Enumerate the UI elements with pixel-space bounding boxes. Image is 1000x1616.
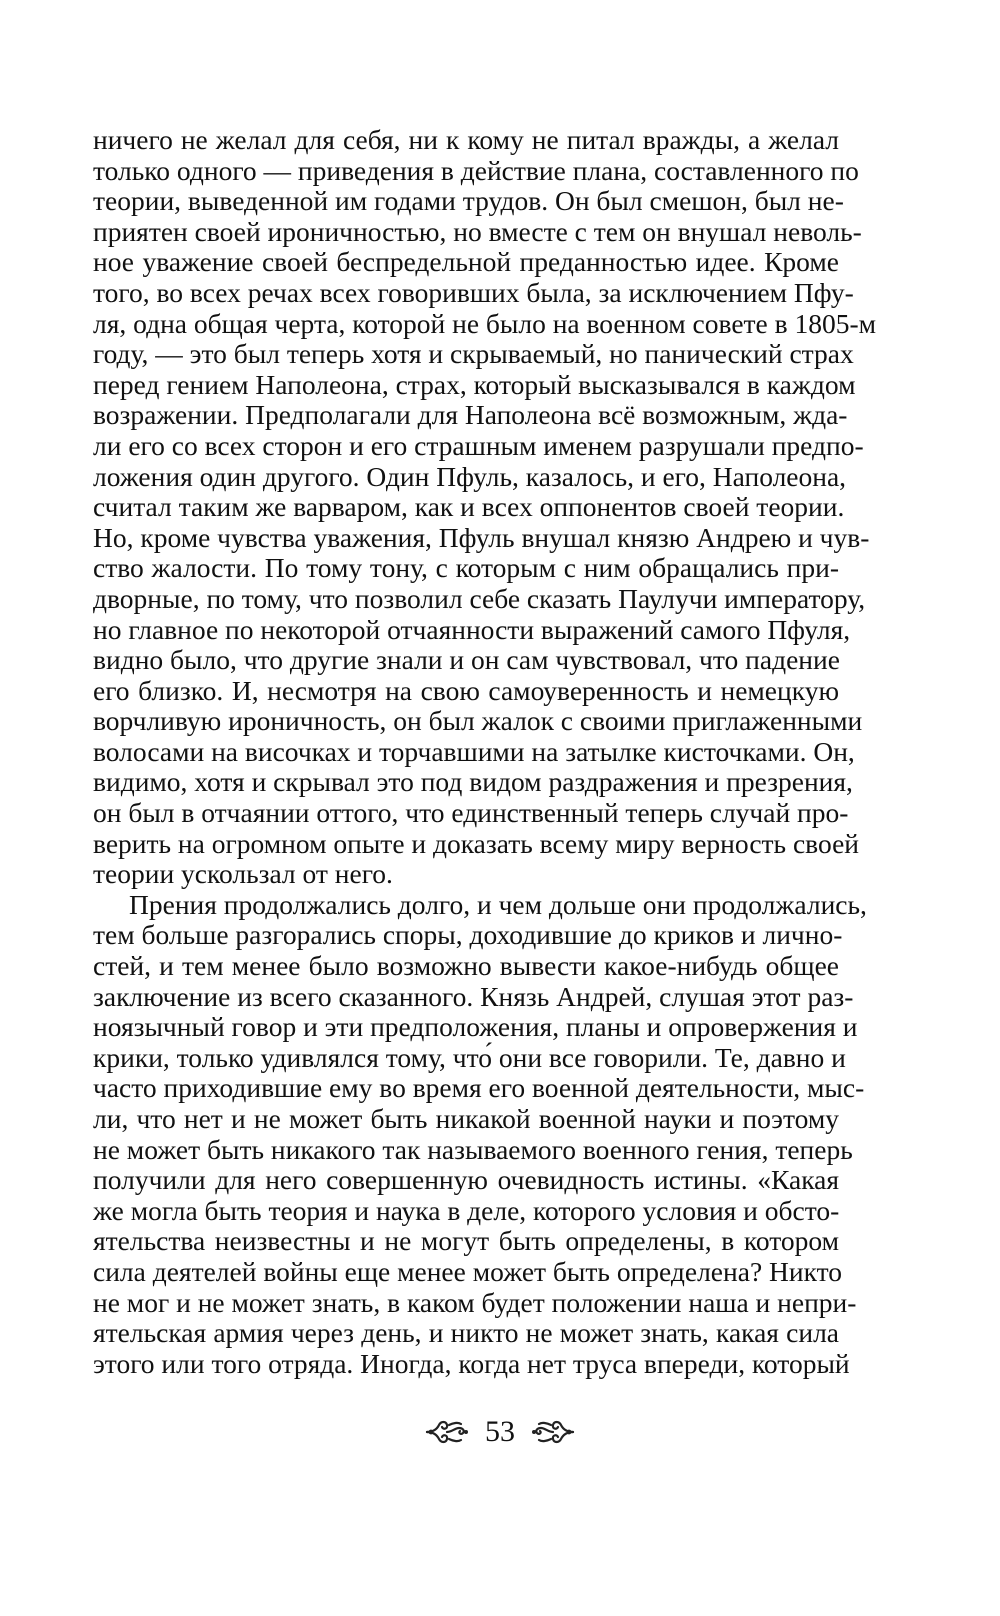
text-line: не мог и не может знать, в каком будет положении наша и непри- [93,1286,857,1318]
text-line: этого или того отряда. Иногда, когда нет труса впереди, который [93,1347,850,1379]
text-line: ноязычный говор и эти предположения, планы и опровержения и [93,1011,858,1043]
text-line: сила деятелей войны еще менее может быть определена? Никто [93,1255,842,1287]
text-line: он был в отчаянии оттого, что единственный теперь случай про- [93,797,849,829]
text-line: ложения один другого. Один Пфуль, казалось, и его, Наполеона, [93,460,847,492]
text-line: не может быть никакого так называемого военного гения, теперь [93,1133,853,1165]
text-line: приятен своей ироничностью, но вместе с тем он внушал неволь- [93,215,862,247]
text-line: заключение из всего сказанного. Князь Андрей, слушая этот раз- [93,980,854,1012]
text-line: ворчливую ироничность, он был жалок с своими приглаженными [93,705,863,737]
text-line: теории ускользал от него. [93,858,393,890]
text-line: ли его со всех сторон и его страшным именем разрушали предпо- [93,429,864,461]
text-line: считал таким же варваром, как и всех оппонентов своей теории. [93,491,845,523]
text-line: ли, что нет и не может быть никакой военной науки и поэтому [93,1103,839,1134]
text-line: тем больше разгорались споры, доходившие до криков и лично- [93,919,843,951]
text-line: стей, и тем менее было возможно вывести какое-нибудь общее [93,950,839,982]
page-body-text [93,124,877,1379]
text-line: крики, только удивлялся тому, что́ они все говорили. Те, давно и [93,1041,846,1073]
text-line: Прения продолжались долго, и чем дольше они продолжались, [129,888,867,920]
text-line: но главное по некоторой отчаянности выражений самого Пфуля, [93,613,851,645]
text-line: Но, кроме чувства уважения, Пфуль внушал князю Андрею и чув- [93,521,870,553]
text-line: того, во всех речах всех говоривших была, за исключением Пфу- [93,276,854,308]
text-line: ятельская армия через день, и никто не может знать, какая сила [93,1317,839,1349]
page-number: 53 [485,1415,515,1448]
fleuron-right-icon [531,1417,575,1447]
text-line: получили для него совершенную очевидность истины. «Какая [93,1164,839,1196]
text-line: же могла быть теория и наука в деле, которого условия и обсто- [93,1194,840,1226]
text-line: году, — это был теперь хотя и скрываемый, но панический страх [93,338,854,370]
text-line: ное уважение своей беспредельной преданностью идее. Кроме [93,246,839,278]
page-footer [0,1412,1000,1452]
text-line: теории, выведенной им годами трудов. Он был смешон, был не- [93,185,844,217]
text-line: ля, одна общая черта, которой не было на военном совете в 1805-м [93,307,877,339]
text-line: возражении. Предполагали для Наполеона всё возможным, жда- [93,399,848,431]
text-line: верить на огромном опыте и доказать всему миру верность своей [93,827,859,859]
text-line: видимо, хотя и скрывал это под видом раздражения и презрения, [93,766,853,798]
text-line: часто приходившие ему во время его военной деятельности, мыс- [93,1072,865,1104]
text-line: ство жалости. По тому тону, с которым с ним обращались при- [93,552,839,584]
text-line: видно было, что другие знали и он сам чувствовал, что падение [93,644,840,676]
text-line: волосами на височках и торчавшими на затылке кисточками. Он, [93,735,855,767]
text-line: его близко. И, несмотря на свою самоуверенность и немецкую [93,674,839,706]
text-line: ятельства неизвестны и не могут быть определены, в котором [93,1225,839,1257]
text-line: перед гением Наполеона, страх, который высказывался в каждом [93,368,856,400]
fleuron-left-icon [425,1417,469,1447]
text-line: только одного — приведения в действие плана, составленного по [93,154,859,186]
text-line: ничего не желал для себя, ни к кому не питал вражды, а желал [93,124,839,155]
text-line: дворные, по тому, что позволил себе сказать Паулучи императору, [93,582,866,614]
